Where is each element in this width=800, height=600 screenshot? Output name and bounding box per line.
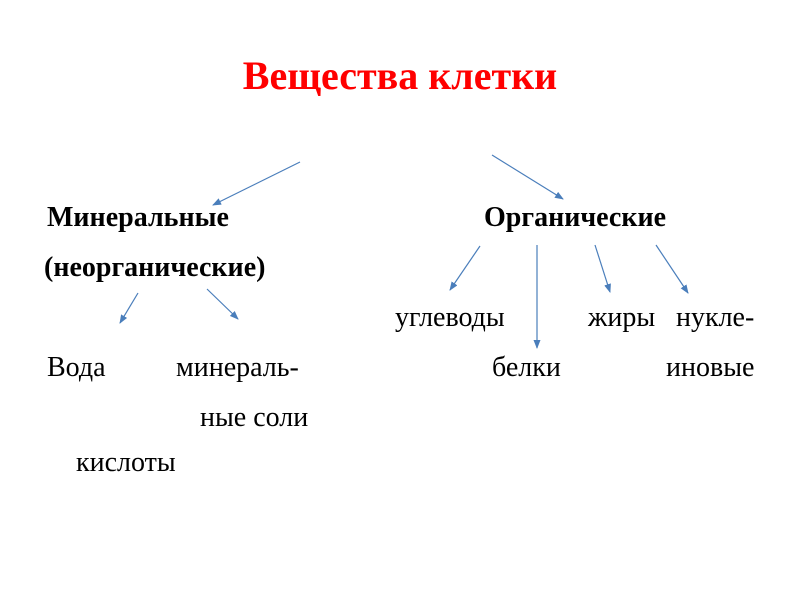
salts-label-line2: ные соли: [200, 402, 309, 433]
arrow-organic-to-fats: [595, 245, 610, 292]
carbohydrates-label: углеводы: [395, 302, 505, 333]
salts-label-line1: минераль-: [176, 352, 299, 383]
acids-label: кислоты: [76, 447, 176, 478]
proteins-label: белки: [492, 352, 561, 383]
arrow-organic-to-carbohydrates: [450, 246, 480, 290]
mineral-heading: Минеральные: [47, 202, 229, 233]
organic-heading: Органические: [484, 202, 667, 233]
arrow-root-to-organic: [492, 155, 563, 199]
slide-title: Вещества клетки: [242, 53, 558, 98]
fats-label: жиры: [588, 302, 656, 333]
arrow-organic-to-nucleic: [656, 245, 688, 293]
nucleic-label-line2: иновые: [666, 352, 755, 383]
nucleic-label-line1: нукле-: [676, 302, 755, 333]
arrow-mineral-to-water: [120, 293, 138, 323]
arrow-mineral-to-salts: [207, 289, 238, 319]
water-label: Вода: [47, 352, 106, 383]
arrow-root-to-mineral: [213, 162, 300, 205]
mineral-subheading: (неорганические): [44, 252, 266, 283]
